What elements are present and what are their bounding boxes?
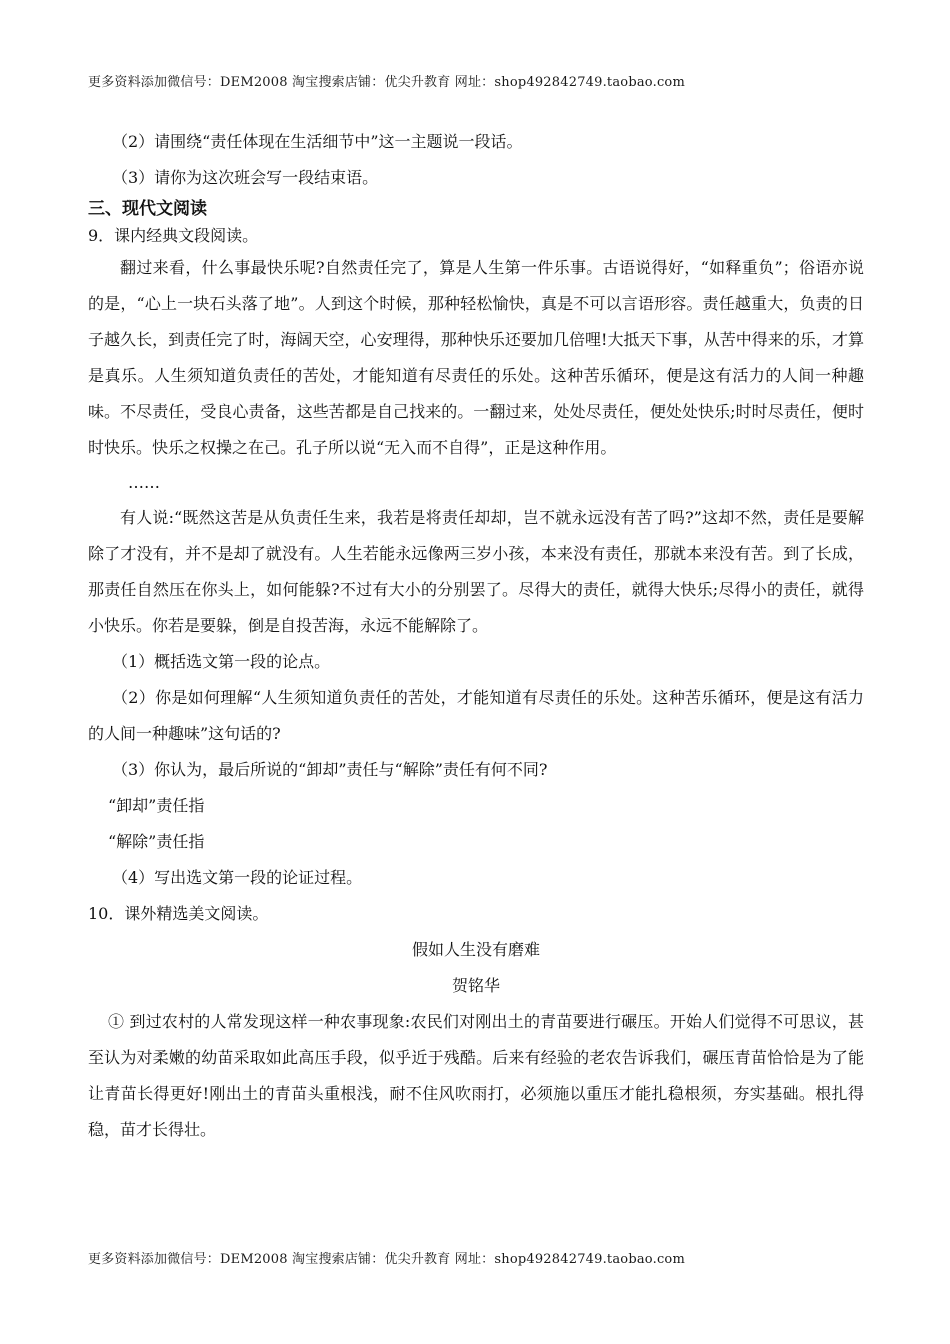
q9-passage-paragraph-1: 翻过来看，什么事最快乐呢?自然责任完了，算是人生第一件乐事。古语说得好，“如释重负”；俗语亦说的是，“心上一块石头落了地”。人到这个时候，那种轻松愉快，真是不可以言语形容。责任越重大，负责的日子越久长，到责任完了时，海阔天空，心安理得，那种快乐还要加几倍哩!大抵天下事，从苦中得来的乐，才算是真乐。人生须知道负责任的苦处，才能知道有尽责任的乐处。这种苦乐循环，便是这有活力的人间一种趣味。不尽责任，受良心责备，这些苦都是自己找来的。一翻过来，处处尽责任，便处处快乐;时时尽责任，便时时快乐。快乐之权操之在己。孔子所以说“无入而不自得”，正是这种作用。	[88, 258, 864, 457]
question-9-fill-2: “解除”责任指	[108, 832, 205, 851]
question-10-label: 10．课外精选美文阅读。	[88, 904, 269, 923]
question-8-sub-3: （3）请你为这次班会写一段结束语。	[112, 168, 379, 187]
q9-passage-ellipsis: ……	[128, 473, 160, 492]
page-footer: 更多资料添加微信号：DEM2008 淘宝搜索店铺：优尖升教育 网址：shop492842749.taobao.com	[88, 1252, 685, 1267]
question-9-label: 9．课内经典文段阅读。	[88, 226, 259, 245]
q10-article-title: 假如人生没有磨难	[411, 940, 540, 959]
q10-article-paragraph-1: ① 到过农村的人常发现这样一种农事现象:农民们对刚出土的青苗要进行碾压。开始人们觉得不可思议，甚至认为对柔嫩的幼苗采取如此高压手段，似乎近于残酷。后来有经验的老农告诉我们，碾压青苗恰恰是为了能让青苗长得更好!刚出土的青苗头重根浅，耐不住风吹雨打，必须施以重压才能扎稳根须，夯实基础。根扎得稳，苗才长得壮。	[88, 1012, 864, 1139]
q10-article-author: 贺铭华	[451, 976, 500, 995]
q9-passage-paragraph-2: 有人说:“既然这苦是从负责任生来，我若是将责任却却，岂不就永远没有苦了吗?”这却不然，责任是要解除了才没有，并不是却了就没有。人生若能永远像两三岁小孩，本来没有责任，那就本来没有苦。到了长成，那责任自然压在你头上，如何能躲?不过有大小的分别罢了。尽得大的责任，就得大快乐;尽得小的责任，就得小快乐。你若是要躲，倒是自投苦海，永远不能解除了。	[88, 508, 864, 635]
page-header: 更多资料添加微信号：DEM2008 淘宝搜索店铺：优尖升教育 网址：shop492842749.taobao.com	[88, 75, 685, 90]
question-9-sub-4: （4）写出选文第一段的论证过程。	[112, 868, 363, 887]
question-9-sub-1: （1）概括选文第一段的论点。	[112, 652, 331, 671]
question-9-sub-2: （2）你是如何理解“人生须知道负责任的苦处，才能知道有尽责任的乐处。这种苦乐循环，便是这有活力的人间一种趣味”这句话的?	[88, 688, 864, 743]
section-title-modern-reading: 三、现代文阅读	[88, 199, 207, 219]
question-9-fill-1: “卸却”责任指	[108, 796, 205, 815]
page-content	[88, 124, 864, 1148]
question-9-sub-3: （3）你认为，最后所说的“卸却”责任与“解除”责任有何不同?	[112, 760, 548, 779]
question-8-sub-2: （2）请围绕“责任体现在生活细节中”这一主题说一段话。	[112, 132, 523, 151]
